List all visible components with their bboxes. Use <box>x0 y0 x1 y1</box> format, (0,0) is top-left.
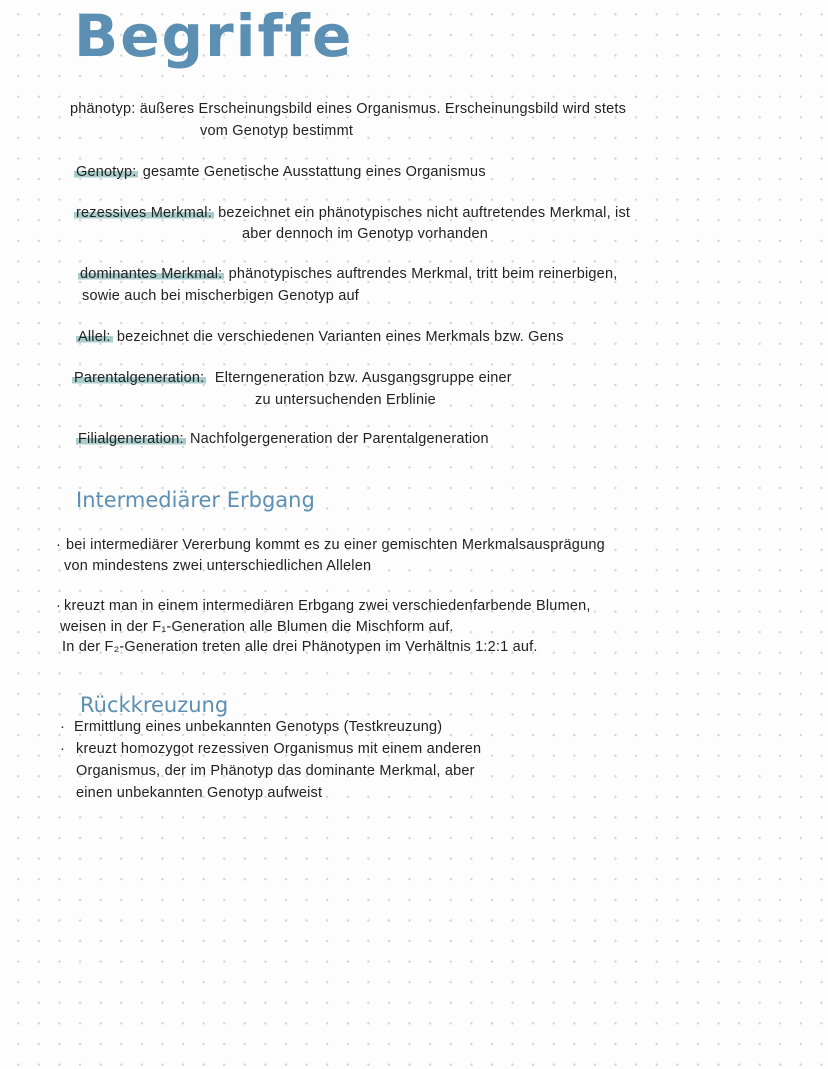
paragraph-line: Organismus, der im Phänotyp das dominante Merkmal, aber <box>76 763 475 779</box>
paragraph-line: von mindestens zwei unterschiedlichen Allelen <box>64 558 372 574</box>
definition-dominant <box>78 266 617 282</box>
definition-text: bezeichnet ein phänotypisches nicht auftretendes Merkmal, ist <box>218 205 631 221</box>
bullet: · <box>60 741 65 757</box>
term: Filialgeneration: <box>78 431 184 447</box>
definition-rezessiv <box>74 205 630 221</box>
definition-text: Nachfolgergeneration der Parentalgeneration <box>190 431 489 447</box>
bullet: · <box>60 719 65 735</box>
paragraph-line: kreuzt homozygot rezessiven Organismus mit einem anderen <box>76 741 482 757</box>
definition-text: äußeres Erscheinungsbild eines Organismus. Erscheinungsbild wird stets <box>139 101 627 117</box>
section-heading-rueckkreuzung: Rückkreuzung <box>80 693 229 717</box>
definition-phaenotyp <box>70 101 626 117</box>
term: Parentalgeneration: <box>74 370 205 386</box>
paragraph-line: bei intermediärer Vererbung kommt es zu einer gemischten Merkmalsausprägung <box>66 537 605 553</box>
definition-allel <box>76 329 564 345</box>
definition-parentalgeneration <box>72 370 512 386</box>
definition-text: gesamte Genetische Ausstattung eines Organismus <box>142 164 486 180</box>
term: Allel: <box>78 329 111 345</box>
paragraph-line: weisen in der F₁-Generation alle Blumen die Mischform auf. <box>60 619 454 635</box>
section-heading-intermediaer: Intermediärer Erbgang <box>76 488 315 512</box>
bullet: · <box>56 537 61 553</box>
term: Genotyp: <box>76 164 137 180</box>
definition-text: bezeichnet die verschiedenen Varianten eines Merkmals bzw. Gens <box>116 329 564 345</box>
definition-text: phänotypisches auftrendes Merkmal, tritt beim reinerbigen, <box>228 266 618 282</box>
page-title: Begriffe <box>74 2 354 70</box>
definition-filialgeneration <box>76 431 489 447</box>
definition-genotyp <box>74 164 486 180</box>
paragraph-line: kreuzt man in einem intermediären Erbgang zwei verschiedenfarbende Blumen, <box>64 598 591 614</box>
paragraph-line: einen unbekannten Genotyp aufweist <box>76 785 323 801</box>
definition-text: sowie auch bei mischerbigen Genotyp auf <box>82 288 360 304</box>
definition-text: zu untersuchenden Erblinie <box>255 392 436 408</box>
definition-text: Elterngeneration bzw. Ausgangsgruppe einer <box>214 370 512 386</box>
definition-text: aber dennoch im Genotyp vorhanden <box>242 226 489 242</box>
definition-text: vom Genotyp bestimmt <box>200 123 354 139</box>
paragraph-line: In der F₂-Generation treten alle drei Phänotypen im Verhältnis 1:2:1 auf. <box>62 639 538 655</box>
bullet: · <box>56 598 61 614</box>
term: rezessives Merkmal: <box>76 205 212 221</box>
term: phänotyp: <box>70 101 136 117</box>
term: dominantes Merkmal: <box>80 266 223 282</box>
paragraph-line: Ermittlung eines unbekannten Genotyps (Testkreuzung) <box>74 719 443 735</box>
